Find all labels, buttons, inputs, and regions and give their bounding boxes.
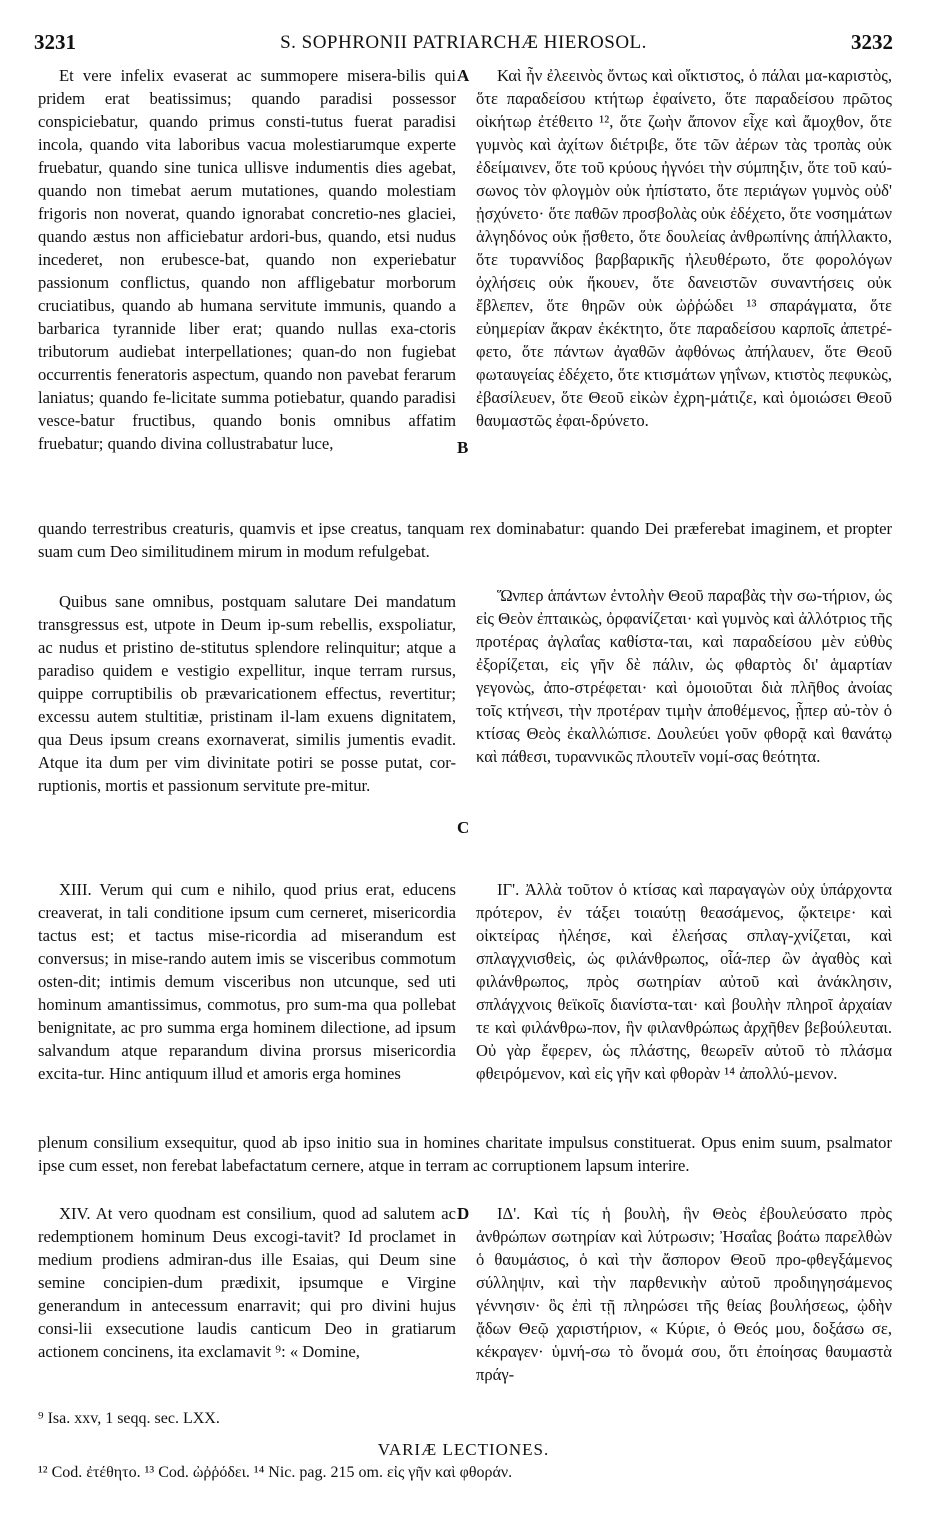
margin-marker-c: C (457, 818, 470, 837)
greek-paragraph: Ὥνπερ ἁπάντων ἐντολὴν Θεοῦ παραβὰς τὴν σω-τήριον, ὡς εἰς Θεὸν ἐπταικὼς, ὀρφανίζεται· καὶ γυμνὸς καὶ ἀλλότριος τῆς προτέρας ἀγλαΐας καθίστα-ται, καὶ παραδείσου μὲν εὐθὺς ἐξορίζεται, εἰς γῆν δὲ πάλιν, ὡς φθαρτὸς δι' ἁμαρτίαν γεγονὼς, ἀπο-στρέφεται· καὶ ὁμοιοῦται διὰ πλῆθος ἀνοίας τοῖς κτήνεσι, τὴν προτέραν τιμὴν ἀποθέμενος, ᾗπερ αὐ-τὸν ὁ κτίσας Θεὸς ἐκαλλώπισε. Δουλεύει γοῦν φθορᾷ καὶ θανάτῳ καὶ πάθεσι, τυραννικῶς πλουτεῖν νομί-σας θεότητα. (476, 586, 892, 766)
latin-column-d (38, 1202, 456, 1363)
page-number-right: 3232 (851, 30, 893, 54)
greek-column-a (476, 64, 892, 432)
margin-marker-a: A (457, 66, 470, 85)
greek-column-b (476, 584, 892, 768)
page-number-left: 3231 (34, 30, 76, 54)
margin-marker-b: B (457, 438, 469, 457)
latin-paragraph: XIV. At vero quodnam est consilium, quod ad salutem ac redemptionem hominum Deus excogi-tavit? Id proclamet in medium prodiens admiran-dus ille Esaias, qui Deum sine semine concipien-dum prædixit, ipsumque e Virgine generandum in antecessum enarravit; qui pro divini hujus consi-lii exsecutione laudis canticum Deo in gratiarum actionem concinens, ita exclamavit ⁹: « Domine, (38, 1204, 456, 1361)
footnote: ⁹ Isa. xxv, 1 seqq. sec. LXX. (38, 1410, 220, 1427)
variae-lectiones-heading: VARIÆ LECTIONES. (377, 1440, 550, 1459)
greek-column-c (476, 878, 892, 1085)
latin-column-c (38, 878, 456, 1085)
running-title: S. SOPHRONII PATRIARCHÆ HIEROSOL. (280, 32, 647, 53)
latin-paragraph: Quibus sane omnibus, postquam salutare Dei mandatum transgressus est, utpote in Deum ip-sum rebellis, exspoliatur, ac nudus et pristino de-stitutus splendore relinquitur; atque a paradiso quidem e vestigio expellitur, inque terram rursus, quippe corruptibilis ob prævaricationem effectus, revertitur; excessu autem stultitiæ, pristinam il-lam exuens dignitatem, qua Deus ipsum creans exornaverat, similis jumentis evadit. Atque ita dum per vim divinitate potiri se posse putat, cor-ruptionis, mortis et passionum servitute pre-mitur. (38, 592, 456, 795)
latin-column-b (38, 590, 456, 797)
latin-spanning-text-2 (38, 1131, 892, 1177)
latin-spanning-paragraph: plenum consilium exsequitur, quod ab ipso initio sua in homines charitate impulsus constituerat. Opus enim suum, psalmator ipse cum esset, non ferebat labefactatum cernere, atque in terram ac corruptionem lapsum interire. (38, 1133, 892, 1175)
greek-paragraph: ΙΔ'. Καὶ τίς ἡ βουλὴ, ἣν Θεὸς ἐβουλεύσατο πρὸς ἀνθρώπων σωτηρίαν καὶ λύτρωσιν; Ἠσαΐας βοάτω παρελθὼν ὁ θαυμάσιος, ὁ καὶ τὴν ἄσπορον Θεοῦ προ-φθεγξάμενος σύλληψιν, καὶ τὴν παρθενικὴν αὐτοῦ προδιηγησάμενος γέννησιν· ὃς ἐπὶ τῇ πληρώσει τῆς θείας βουλήσεως, ᾠδὴν ᾄδων Θεῷ χαριστήριον, « Κύριε, ὁ Θεός μου, δοξάσω σε, κέκραγεν· ὑμνή-σω τὸ ὄνομά σου, ὅτι ἐποίησας θαυμαστὰ πράγ- (476, 1204, 892, 1384)
latin-column-a (38, 64, 456, 455)
latin-paragraph: Et vere infelix evaserat ac summopere misera-bilis qui pridem erat beatissimus; quando paradisi possessor conspiciebatur, quando primus consti-tutus fuerat paradisi incola, quando vita laboribus vacua molestiarumque experte fruebatur, quando sine tunica ullisve indumentis dies agebat, quando non timebat aerum mutationes, quando molestiam frigoris non noverat, quando ignorabat concretio-nes glaciei, quando æstus non afficiebatur ardori-bus, quando, etsi nudus incederet, non erubesce-bat, quando non experiebatur passionum conflictus, quando non affligebatur morborum cruciatibus, quando ab humana servitute immunis, quando a barbarica tyrannide liber erat; quando nullas exa-ctoris tributorum audiebat interpellationes; quan-do non fugiebat occurrentis feneratoris aspectum, quando non pavebat ferarum laniatus; quando fe-licitate summa potiebatur, quando paradisi vesce-batur fructibus, quando bonis omnibus affatim fruebatur; quando divina collustrabatur luce, (38, 66, 456, 453)
greek-paragraph: Καὶ ἦν ἐλεεινὸς ὄντως καὶ οἴκτιστος, ὁ πάλαι μα-καριστὸς, ὅτε παραδείσου κτήτωρ ἐφαίνετο, ὅτε παραδείσου πρῶτος οἰκήτωρ ἐτέθειτο ¹², ὅτε ζωὴν ἄπονον εἶχε καὶ ἄμοχθον, ὅτε γυμνὸς καὶ ἀχίτων διέτριβε, ὅτε τῶν ἀέρων τὰς τροπὰς οὐκ ἐδείμαινεν, ὅτε τοῦ κρύους ἠγνόει τὴν σύμπηξιν, ὅτε τοῦ καύ-σωνος τὸν φλογμὸν οὐκ ἠπίστατο, ὅτε περιάγων γυμνὸς οὐδ' ᾐσχύνετο· ὅτε παθῶν προσβολὰς οὐκ ἐδέχετο, ὅτε νοσημάτων ἀλγηδόνος οὐκ ᾔσθετο, ὅτε δουλείας ἀνθρωπίνης ἀπήλλακτο, ὅτε τυραννίδος βαρβαρικῆς ἠλευθέρωτο, ὅτε φορολόγων ὀχλήσεις οὐκ ἤκουεν, ὅτε δανειστῶν συναντήσεις οὐκ ἔβλεπεν, ὅτε θηρῶν οὐκ ὠῤῥώδει ¹³ σπαράγματα, ὅτε εὐημερίαν ἄκραν ἐκέκτητο, ὅτε παραδείσου καρποῖς ἀπετρέ-φετο, ὅτε πάντων ἀγαθῶν ἀφθόνως ἀπήλαυεν, ὅτε Θεοῦ φωταυγείας ἐδέχετο, ὅτε κτισμάτων γηΐνων, κτιστὸς πεφυκὼς, ἐβασίλευεν, ὅτε Θεοῦ εἰκὼν ἐχρη-μάτιζε, καὶ ὁμοιώσει Θεοῦ θαυμαστῶς ἐφαι-δρύνετο. (476, 66, 892, 430)
latin-paragraph: XIII. Verum qui cum e nihilo, quod prius erat, educens creaverat, in tali conditione ipsum cum cerneret, misericordia tactus est; et tactus mise-ricordia ad miserandum est conversus; in mise-rando autem imis se visceribus commotum osten-dit; intimis demum visceribus non utcunque, sed uti hominum amantissimus, commotus, pro sum-ma qua pollebat benignitate, ac pro summa erga hominem dilectione, ad ipsum salvandum atque reparandum divina prorsus misericordia excita-tur. Hinc antiquum illud et amoris erga homines (38, 880, 456, 1083)
latin-spanning-text (38, 517, 892, 563)
greek-column-d (476, 1202, 892, 1386)
latin-spanning-paragraph: quando terrestribus creaturis, quamvis et ipse creatus, tanquam rex dominabatur: quando Dei præferebat imaginem, et propter suam cum Deo similitudinem mirum in modum refulgebat. (38, 519, 892, 561)
running-header (34, 30, 893, 60)
greek-paragraph: ΙΓ'. Ἀλλὰ τοῦτον ὁ κτίσας καὶ παραγαγὼν οὐχ ὑπάρχοντα πρότερον, ἐν τάξει τοιαύτῃ θεασάμενος, ᾤκτειρε· καὶ οἰκτείρας ἠλέησε, καὶ ἐλεήσας σπλαγ-χνίζεται, καὶ σπλαγχνισθεὶς, ὡς φιλάνθρωπος, οἷά-περ ὢν ἀγαθὸς καὶ φιλάνθρωπος, πρὸς σωτηρίαν αὐτοῦ καὶ ἀνάκλησιν, σπλάγχνοις θεϊκοῖς διανίστα-ται· καὶ βουλὴν πληροῖ ἀρχαίαν τε καὶ φιλάνθρω-πον, ἣν φιλανθρώπως ἀρχῆθεν βεβούλευται. Οὐ γὰρ ἔφερεν, ὡς πλάστης, θεωρεῖν αὐτοῦ τὸ πλάσμα φθειρόμενον, καὶ εἰς γῆν καὶ φθορὰν ¹⁴ ἀπολλύ-μενον. (476, 880, 892, 1083)
margin-marker-d: D (457, 1204, 470, 1223)
variae-lectiones-notes: ¹² Cod. ἐτέθητο. ¹³ Cod. ὠῤῥόδει. ¹⁴ Nic. pag. 215 om. εἰς γῆν καὶ φθοράν. (38, 1464, 513, 1481)
